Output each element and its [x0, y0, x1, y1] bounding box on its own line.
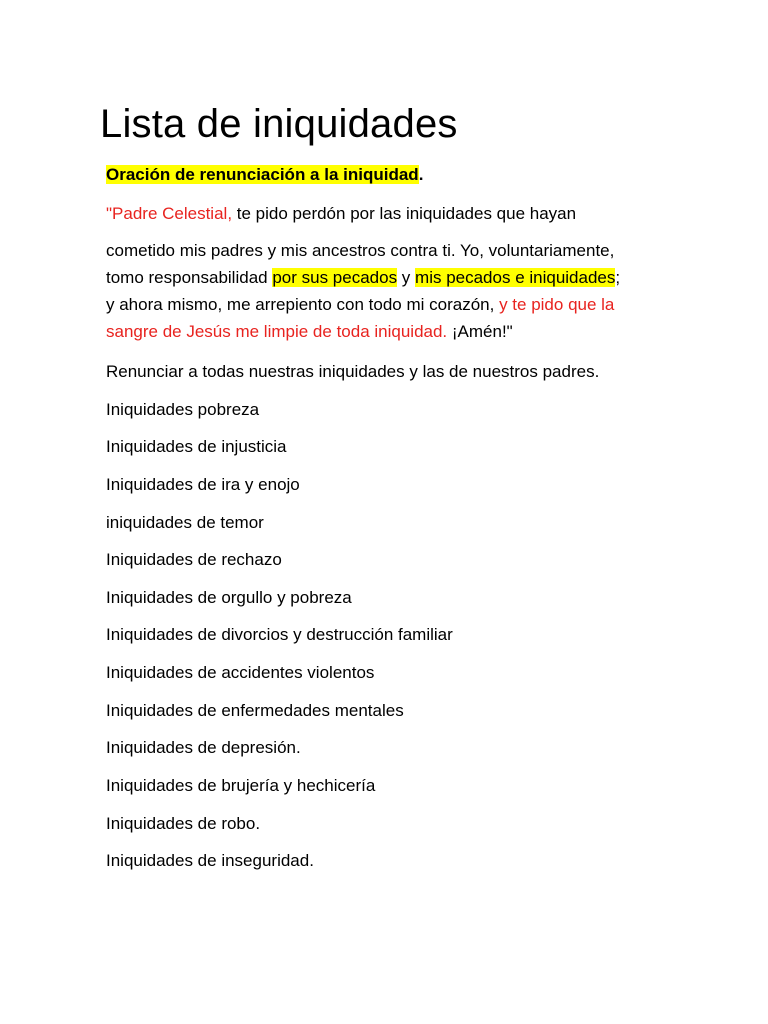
list-item-text: Iniquidades de accidentes violentos: [106, 663, 375, 682]
list-item: [106, 399, 259, 421]
list-item: [106, 775, 375, 797]
list-item-text: Iniquidades de enfermedades mentales: [106, 701, 404, 720]
document-title: [100, 96, 660, 152]
prayer-heading-text: Oración de renunciación a la iniquidad: [106, 165, 419, 184]
prayer-line-5-red: sangre de Jesús me limpie de toda iniquidad.: [106, 322, 448, 341]
list-item-text: Iniquidades de robo.: [106, 814, 261, 833]
prayer-line-1-red: "Padre Celestial,: [106, 204, 233, 223]
prayer-line-3-a: tomo responsabilidad: [106, 268, 273, 287]
list-item: [106, 549, 282, 571]
list-item: [106, 813, 260, 835]
prayer-line-3: [106, 267, 620, 289]
prayer-line-3-highlight-2: mis pecados e iniquidades: [415, 268, 616, 287]
prayer-line-3-c: ;: [615, 268, 621, 287]
list-item-text: Iniquidades de orgullo y pobreza: [106, 588, 352, 607]
list-item: [106, 587, 352, 609]
prayer-heading: [106, 164, 423, 186]
prayer-line-4-a: y ahora mismo, me arrepiento con todo mi corazón,: [106, 295, 500, 314]
prayer-line-5: [106, 321, 513, 343]
prayer-line-2-text: cometido mis padres y mis ancestros contra ti. Yo, voluntariamente,: [106, 241, 615, 260]
list-item: [106, 737, 301, 759]
prayer-line-3-highlight-1: por sus pecados: [272, 268, 398, 287]
prayer-line-5-rest: ¡Amén!": [447, 322, 513, 341]
prayer-line-3-b: y: [397, 268, 416, 287]
list-item-text: iniquidades de temor: [106, 513, 264, 532]
list-item-text: Iniquidades pobreza: [106, 400, 260, 419]
list-item-text: Iniquidades de brujería y hechicería: [106, 776, 376, 795]
prayer-line-1-rest: te pido perdón por las iniquidades que hayan: [232, 204, 577, 223]
prayer-line-4: [106, 294, 614, 316]
list-item-text: Iniquidades de ira y enojo: [106, 475, 300, 494]
list-item: [106, 700, 404, 722]
list-item: [106, 474, 300, 496]
list-item-text: Iniquidades de injusticia: [106, 437, 287, 456]
list-item: [106, 850, 314, 872]
prayer-line-2: [106, 240, 614, 262]
list-item-text: Iniquidades de rechazo: [106, 550, 282, 569]
intro-paragraph: [106, 361, 599, 383]
prayer-line-1: [106, 203, 576, 225]
list-item-text: Iniquidades de inseguridad.: [106, 851, 314, 870]
list-item: [106, 436, 287, 458]
list-item-text: Iniquidades de depresión.: [106, 738, 301, 757]
list-item: [106, 512, 264, 534]
prayer-line-4-red: y te pido que la: [499, 295, 615, 314]
document-title-text: Lista de iniquidades: [100, 102, 458, 146]
list-item: [106, 662, 374, 684]
list-item: [106, 624, 453, 646]
list-item-text: Iniquidades de divorcios y destrucción familiar: [106, 625, 453, 644]
prayer-heading-period: .: [418, 165, 424, 184]
intro-text: Renunciar a todas nuestras iniquidades y las de nuestros padres.: [106, 362, 600, 381]
